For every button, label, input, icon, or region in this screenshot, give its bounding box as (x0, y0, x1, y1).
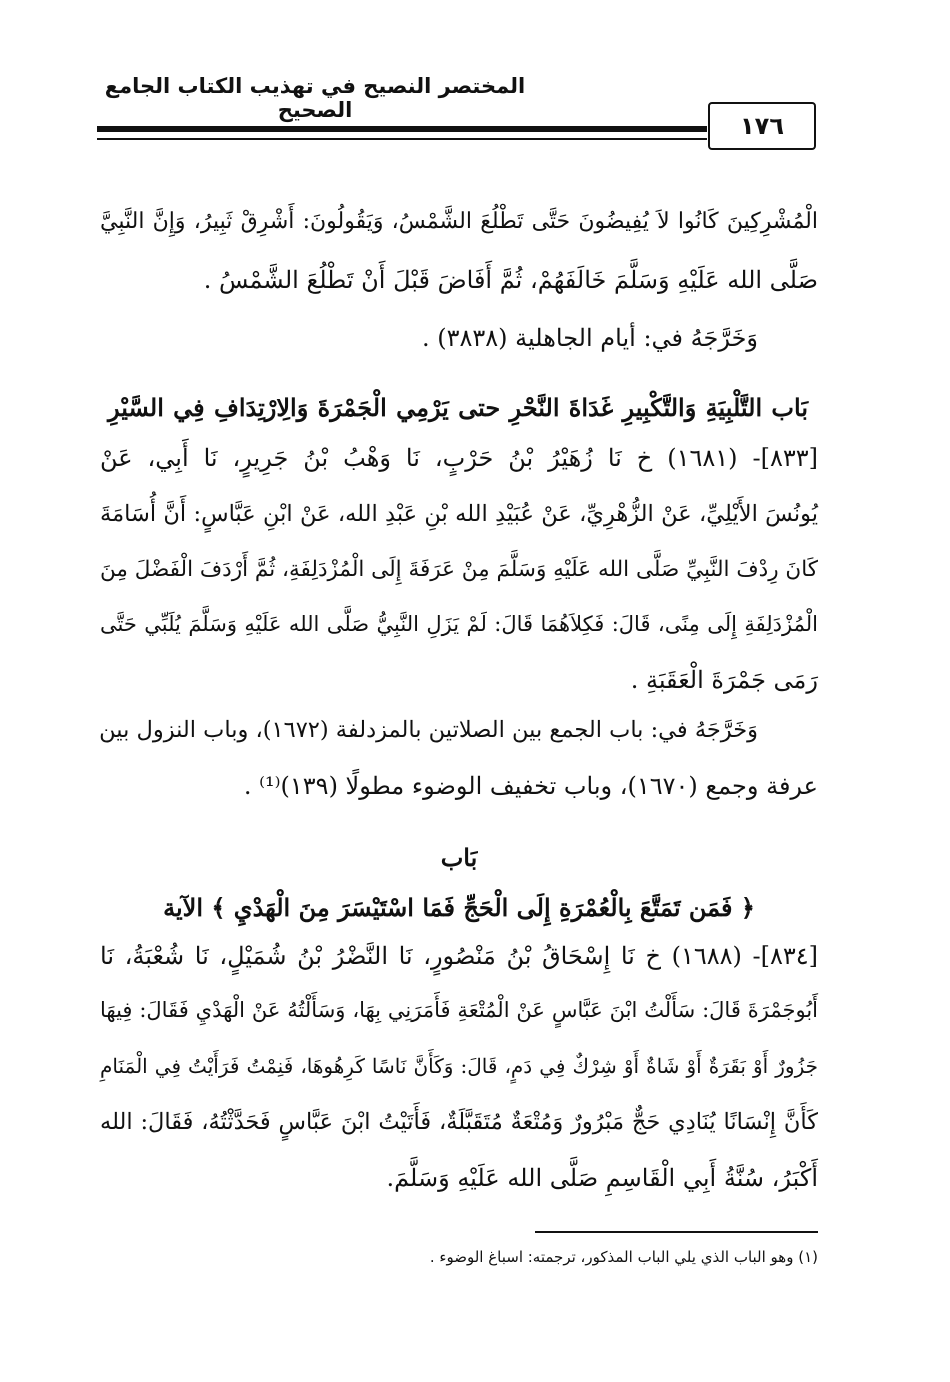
takhrij-line: وَخَرَّجَهُ في: باب الجمع بين الصلاتين بالمزدلفة (١٦٧٢)، وباب النزول بين (99, 717, 758, 743)
chapter-title: بَاب (440, 843, 478, 872)
hadith-line: كَأَنَّ إِنْسَانًا يُنَادِي حَجٌّ مَبْرُورٌ وَمُتْعَةٌ مُتَقَبَّلَةٌ، فَأَتَيْتُ ابْنَ عَبَّاسٍ فَحَدَّثْتُهُ، فَقَالَ: الله (100, 1109, 818, 1135)
hadith-line: [٨٣٤]- (١٦٨٨) خ نَا إِسْحَاقُ بْنُ مَنْصُورٍ، نَا النَّضْرُ بْنُ شُمَيْلٍ، نَا شُعْبَةُ، نَا (100, 942, 818, 970)
hadith-line: [٨٣٣]- (١٦٨١) خ نَا زُهَيْرُ بْنُ حَرْبٍ، نَا وَهْبُ بْنُ جَرِيرٍ، نَا أَبِي، عَنْ (100, 444, 819, 472)
text-line: صَلَّى الله عَلَيْهِ وَسَلَّمَ خَالَفَهُمْ، ثُمَّ أَفَاضَ قَبْلَ أَنْ تَطْلُعَ الشَّمْسُ . (203, 266, 818, 294)
running-title: المختصر النصيح في تهذيب الكتاب الجامع الصحيح (104, 74, 526, 122)
hadith-line: كَانَ رِدْفَ النَّبِيِّ صَلَّى الله عَلَيْهِ وَسَلَّمَ مِنْ عَرَفَةَ إِلَى الْمُزْدَلِفَةِ، ثُمَّ أَرْدَفَ الْفَضْلَ مِنَ (100, 557, 818, 582)
quran-verse: ﴿ فَمَن تَمَتَّعَ بِالْعُمْرَةِ إِلَى الْحَجِّ فَمَا اسْتَيْسَرَ مِنَ الْهَدْيِ ﴾ الآية (163, 893, 755, 922)
takhrij-line: وَخَرَّجَهُ في: أيام الجاهلية (٣٨٣٨) . (421, 324, 758, 352)
hadith-line: يُونُسَ الأَيْلِيِّ، عَنْ الزُّهْرِيِّ، عَنْ عُبَيْدِ الله بْنِ عَبْدِ الله، عَنْ ابْنِ عَبَّاسٍ: أَنَّ أُسَامَةَ (100, 501, 818, 527)
hadith-line: رَمَى جَمْرَةَ الْعَقَبَةِ . (630, 666, 818, 694)
hadith-line: الْمُزْدَلِفَةِ إِلَى مِنًى، قَالَ: فَكِلاَهُمَا قَالَ: لَمْ يَزَلِ النَّبِيُّ صَلَّى الله عَلَيْهِ وَسَلَّمَ يُلَبِّي حَتَّى (100, 612, 818, 636)
chapter-title: بَاب التَّلْبِيَةِ وَالتَّكْبِيرِ غَدَاةَ النَّحْرِ حتى يَرْمِي الْجَمْرَةَ وَالِارْتِدَافِ فِي السَّيْرِ (108, 393, 808, 422)
hadith-line: أَكْبَرُ، سُنَّةُ أَبِي الْقَاسِمِ صَلَّى الله عَلَيْهِ وَسَلَّمَ. (386, 1164, 818, 1192)
footnote-divider (535, 1231, 818, 1233)
text-line: الْمُشْرِكِينَ كَانُوا لاَ يُفِيضُونَ حَتَّى تَطْلُعَ الشَّمْسُ، وَيَقُولُونَ: أَشْرِقْ ثَبِيرُ، وَإِنَّ النَّبِيَّ (100, 209, 818, 234)
footnote: (١) وهو الباب الذي يلي الباب المذكور، ترجمته: اسباغ الوضوء . (429, 1248, 818, 1266)
header-rule-thick (97, 126, 707, 132)
header-rule-thin (97, 138, 707, 140)
hadith-line: جَزُورٌ أَوْ بَقَرَةٌ أَوْ شَاةٌ أَوْ شِرْكٌ فِي دَمٍ، قَالَ: وَكَأَنَّ نَاسًا كَرِهُوهَا، فَنِمْتُ فَرَأَيْتُ فِي الْمَنَامِ (100, 1054, 818, 1078)
takhrij-line: عرفة وجمع (١٦٧٠)، وباب تخفيف الوضوء مطولًا (١٣٩)⁽¹⁾ . (243, 772, 818, 800)
page-number: ١٧٦ (708, 102, 816, 150)
hadith-line: أَبُوجَمْرَةَ قَالَ: سَأَلْتُ ابْنَ عَبَّاسٍ عَنْ الْمُتْعَةِ فَأَمَرَنِي بِهَا، وَسَأَلْتُهُ عَنْ الْهَدْيِ فَقَالَ: فِيهَا (100, 998, 818, 1022)
